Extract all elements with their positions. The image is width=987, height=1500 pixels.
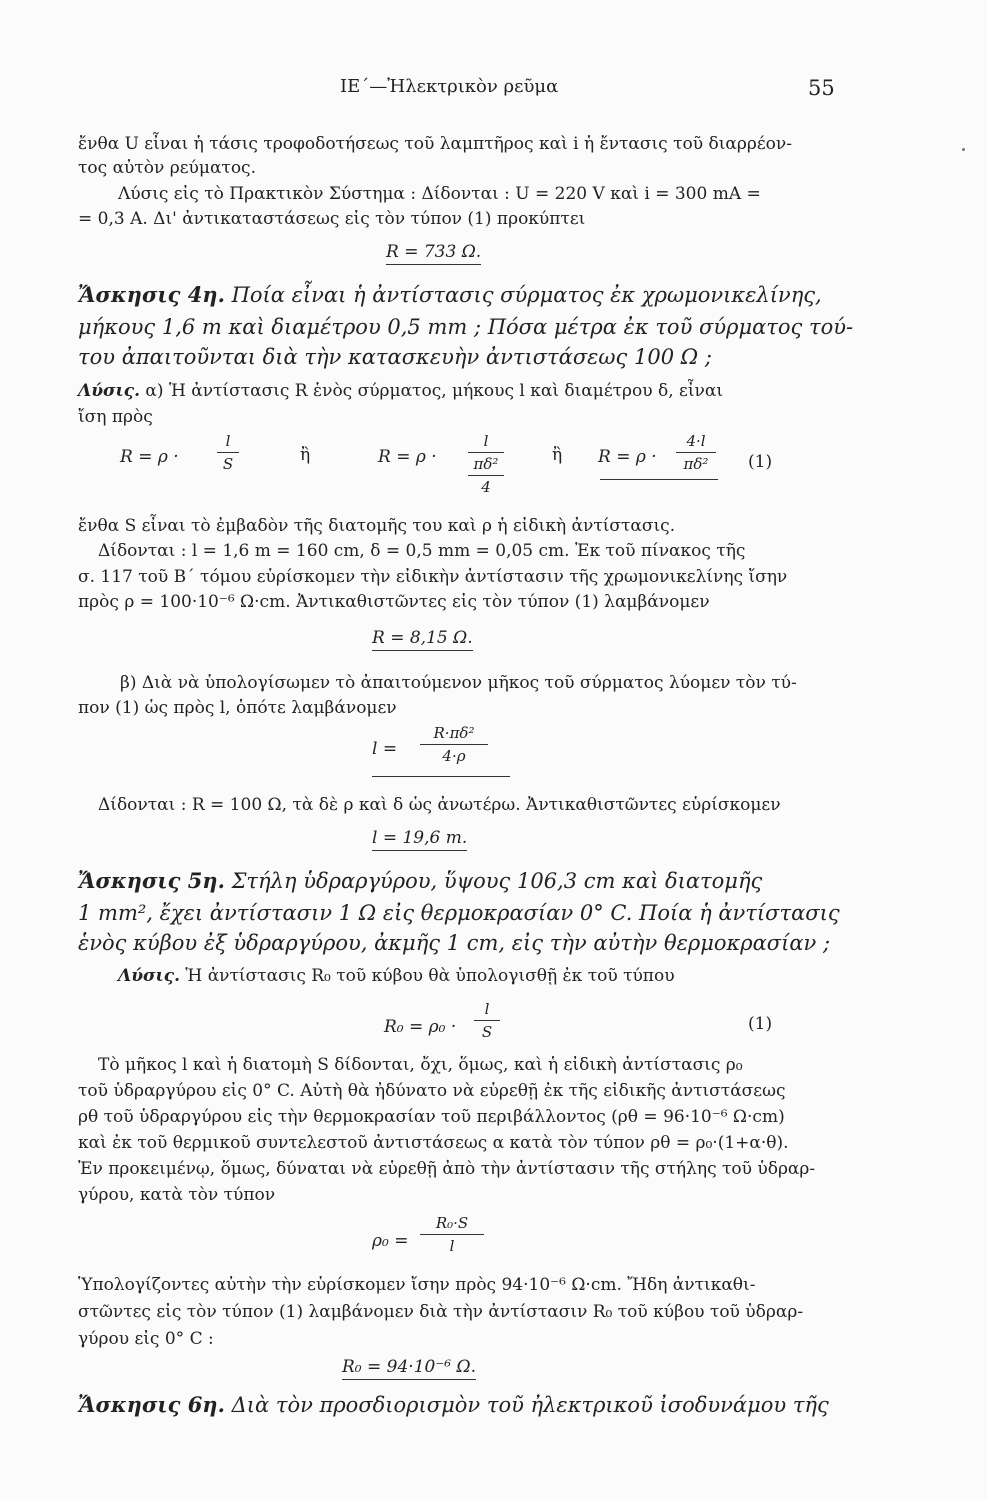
- equation-number: (1): [748, 452, 773, 472]
- exercise-text: του ἀπαιτοῦνται διὰ τὴν κατασκευὴν ἀντιστάσεως 100 Ω ;: [78, 345, 712, 369]
- numerator: R₀·S: [435, 1214, 469, 1232]
- text-line: τοῦ ὑδραργύρου εἰς 0° C. Αὐτὴ θὰ ἠδύνατο νὰ εὑρεθῇ ἐκ τῆς εἰδικῆς ἀντιστάσεως: [78, 1081, 786, 1101]
- denominator: πδ²: [473, 455, 499, 473]
- text-line: Τὸ μῆκος l καὶ ἡ διατομὴ S δίδονται, ὄχι, ὅμως, καὶ ἡ εἰδικὴ ἀντίστασις ρ₀: [98, 1055, 743, 1075]
- fraction: [474, 1000, 500, 1041]
- formula: l =: [372, 739, 398, 759]
- text-line: Δίδονται : l = 1,6 m = 160 cm, δ = 0,5 mm = 0,05 cm. Ἐκ τοῦ πίνακος τῆς: [98, 541, 746, 561]
- exercise-label: Ἄσκησις 4η.: [78, 282, 225, 307]
- text-line: β) Διὰ νὰ ὑπολογίσωμεν τὸ ἀπαιτούμενον μῆκος τοῦ σύρματος λύομεν τὸν τύ-: [120, 673, 797, 693]
- text-line: ἔνθα U εἶναι ἡ τάσις τροφοδοτήσεως τοῦ λαμπτῆρος καὶ i ἡ ἔντασις τοῦ διαρρέον-: [78, 134, 792, 154]
- text-line: γύρου, κατὰ τὸν τύπον: [78, 1185, 276, 1205]
- formula: R = ρ ·: [378, 447, 437, 467]
- numerator: l: [225, 432, 231, 450]
- numerator: 4·l: [686, 432, 706, 450]
- text-line: γύρου εἰς 0° C :: [78, 1329, 214, 1349]
- fraction: [217, 432, 239, 473]
- or-word: ἢ: [300, 445, 311, 465]
- solution-text: Ἡ ἀντίστασις R₀ τοῦ κύβου θὰ ὑπολογισθῇ ἐκ τοῦ τύπου: [185, 966, 675, 986]
- denominator: 4·ρ: [442, 747, 466, 765]
- result-equation: R = 8,15 Ω.: [372, 628, 473, 651]
- text-line: ἴση πρὸς: [78, 407, 153, 427]
- scan-speck: [962, 148, 965, 151]
- equation-number: (1): [748, 1014, 773, 1034]
- fraction: [420, 724, 488, 765]
- formula: R₀ = ρ₀ ·: [384, 1017, 457, 1037]
- text-line: ρθ τοῦ ὑδραργύρου εἰς τὴν θερμοκρασίαν τοῦ περιβάλλοντος (ρθ = 96·10⁻⁶ Ω·cm): [78, 1107, 785, 1127]
- result-equation: l = 19,6 m.: [372, 828, 467, 851]
- numerator: l: [483, 432, 489, 450]
- exercise-text: Στήλη ὑδραργύρου, ὕψους 106,3 cm καὶ διατομῆς: [231, 869, 763, 893]
- denominator: l: [449, 1237, 455, 1255]
- formula: ρ₀ =: [372, 1231, 409, 1251]
- page-number: 55: [808, 76, 835, 100]
- denominator: 4: [481, 478, 491, 496]
- exercise-label: Ἄσκησις 6η.: [78, 1392, 225, 1417]
- exercise-text: ἑνὸς κύβου ἐξ ὑδραργύρου, ἀκμῆς 1 cm, εἰς τὴν αὐτὴν θερμοκρασίαν ;: [78, 931, 831, 955]
- solution-label: Λύσις.: [118, 966, 181, 986]
- denominator: S: [481, 1023, 493, 1041]
- denominator: S: [222, 455, 234, 473]
- exercise-text: Ποία εἶναι ἡ ἀντίστασις σύρματος ἐκ χρωμονικελίνης,: [231, 283, 822, 307]
- or-word: ἢ: [552, 445, 563, 465]
- text-line: καὶ ἐκ τοῦ θερμικοῦ συντελεστοῦ ἀντιστάσεως α κατὰ τὸν τύπον ρθ = ρ₀·(1+α·θ).: [78, 1133, 789, 1153]
- text-line: πρὸς ρ = 100·10⁻⁶ Ω·cm. Ἀντικαθιστῶντες εἰς τὸν τύπον (1) λαμβάνομεν: [78, 592, 710, 612]
- solution-text: α) Ἡ ἀντίστασις R ἑνὸς σύρματος, μήκους l καὶ διαμέτρου δ, εἶναι: [145, 381, 723, 401]
- text-line: = 0,3 A. Δι' ἀντικαταστάσεως εἰς τὸν τύπον (1) προκύπτει: [78, 209, 586, 229]
- text-line: στῶντες εἰς τὸν τύπον (1) λαμβάνομεν διὰ τὴν ἀντίστασιν R₀ τοῦ κύβου τοῦ ὑδραρ-: [78, 1302, 804, 1322]
- text-line: πον (1) ὡς πρὸς l, ὁπότε λαμβάνομεν: [78, 698, 397, 718]
- text-line: Λύσις εἰς τὸ Πρακτικὸν Σύστημα : Δίδονται : U = 220 V καὶ i = 300 mA =: [118, 184, 761, 204]
- result-equation: R = 733 Ω.: [386, 242, 481, 265]
- text-line: Ὑπολογίζοντες αὐτὴν τὴν εὑρίσκομεν ἴσην πρὸς 94·10⁻⁶ Ω·cm. Ἤδη ἀντικαθι-: [78, 1275, 756, 1295]
- numerator: R·πδ²: [433, 724, 475, 742]
- numerator: l: [484, 1000, 490, 1018]
- exercise-text: Διὰ τὸν προσδιορισμὸν τοῦ ἠλεκτρικοῦ ἰσοδυνάμου τῆς: [231, 1393, 829, 1417]
- fraction: [676, 432, 716, 473]
- text-line: σ. 117 τοῦ Β΄ τόμου εὑρίσκομεν τὴν εἰδικὴν ἀντίστασιν τῆς χρωμονικελίνης ἴσην: [78, 567, 788, 587]
- exercise-text: μήκους 1,6 m καὶ διαμέτρου 0,5 mm ; Πόσα μέτρα ἐκ τοῦ σύρματος τού-: [78, 315, 854, 339]
- text-line: Δίδονται : R = 100 Ω, τὰ δὲ ρ καὶ δ ὡς ἀνωτέρω. Ἀντικαθιστῶντες εὑρίσκομεν: [98, 795, 781, 815]
- running-header: ΙΕ΄—Ἠλεκτρικὸν ρεῦμα: [340, 76, 559, 97]
- formula: R = ρ ·: [598, 447, 657, 467]
- fraction: [468, 432, 504, 496]
- text-line: τος αὐτὸν ρεύματος.: [78, 158, 256, 178]
- formula: R = ρ ·: [120, 447, 179, 467]
- denominator: πδ²: [683, 455, 709, 473]
- text-line: ἔνθα S εἶναι τὸ ἐμβαδὸν τῆς διατομῆς του καὶ ρ ἡ εἰδικὴ ἀντίστασις.: [78, 516, 676, 536]
- exercise-text: 1 mm², ἔχει ἀντίστασιν 1 Ω εἰς θερμοκρασίαν 0° C. Ποία ἡ ἀντίστασις: [78, 901, 840, 925]
- fraction: [420, 1214, 484, 1255]
- exercise-label: Ἄσκησις 5η.: [78, 868, 225, 893]
- text-line: Ἐν προκειμένῳ, ὅμως, δύναται νὰ εὑρεθῇ ἀπὸ τὴν ἀντίστασιν τῆς στήλης τοῦ ὑδραρ-: [78, 1159, 816, 1179]
- result-equation: R₀ = 94·10⁻⁶ Ω.: [342, 1357, 476, 1380]
- solution-label: Λύσις.: [78, 381, 141, 401]
